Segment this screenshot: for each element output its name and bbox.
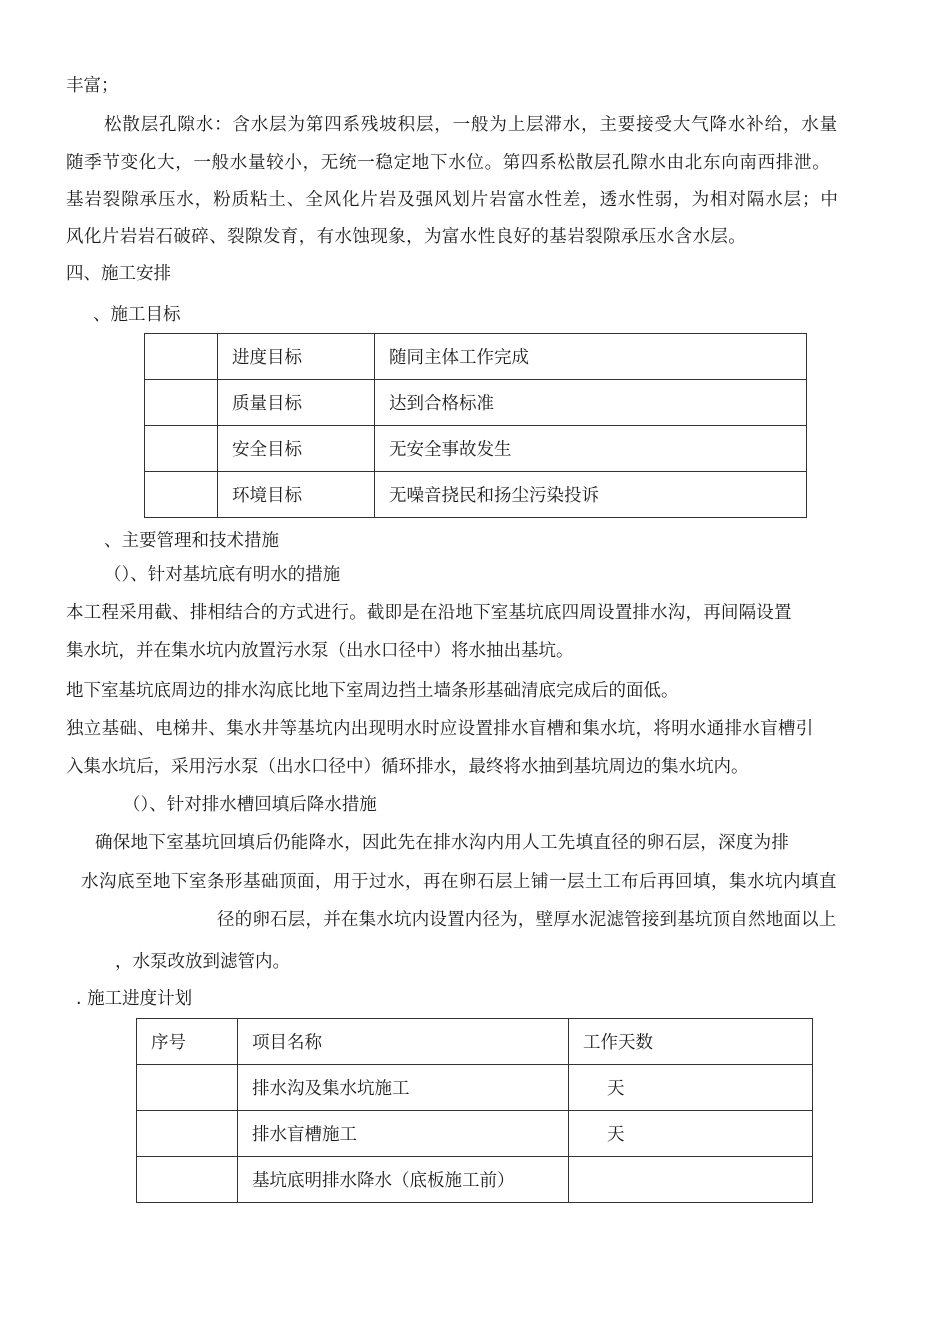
table-row [145, 472, 807, 518]
para-line: 松散层孔隙水：含水层为第四系残坡积层，一般为上层滞水，主要接受大气降水补给，水量 [104, 115, 838, 135]
table-cell [137, 1157, 238, 1203]
subsection-heading: . 施工进度计划 [76, 989, 193, 1009]
table-cell: 安全目标 [218, 426, 375, 472]
table-header: 工作天数 [569, 1019, 813, 1065]
para-line: 入集水坑后，采用污水泵（出水口径中）循环排水，最终将水抽到基坑周边的集水坑内。 [66, 757, 749, 777]
table-cell: 基坑底明排水降水（底板施工前） [238, 1157, 569, 1203]
schedule-table [136, 1018, 813, 1203]
sub-heading: （）、针对排水槽回填后降水措施 [123, 795, 377, 815]
table-cell: 达到合格标准 [375, 380, 807, 426]
para-line: 径的卵石层，并在集水坑内设置内径为，壁厚水泥滤管接到基坑顶自然地面以上 [217, 910, 837, 930]
para-line: 确保地下室基坑回填后仍能降水，因此先在排水沟内用人工先填直径的卵石层，深度为排 [95, 833, 790, 853]
subsection-heading: 、主要管理和技术措施 [104, 531, 279, 551]
table-cell [145, 334, 218, 380]
table-row [137, 1065, 813, 1111]
table-header: 序号 [137, 1019, 238, 1065]
goals-table [144, 333, 807, 518]
table-cell: 排水盲槽施工 [238, 1111, 569, 1157]
para-line: 本工程采用截、排相结合的方式进行。截即是在沿地下室基坑底四周设置排水沟，再间隔设置 [66, 603, 792, 623]
table-cell [137, 1065, 238, 1111]
table-cell [145, 472, 218, 518]
table-row [137, 1111, 813, 1157]
subsection-heading: 、施工目标 [93, 305, 181, 325]
table-cell: 天 [569, 1111, 813, 1157]
table-cell: 排水沟及集水坑施工 [238, 1065, 569, 1111]
para-line: 地下室基坑底周边的排水沟底比地下室周边挡土墙条形基础清底完成后的面低。 [66, 681, 679, 701]
sub-heading: （）、针对基坑底有明水的措施 [104, 565, 341, 585]
table-cell [145, 426, 218, 472]
table-cell: 无安全事故发生 [375, 426, 807, 472]
table-cell: 进度目标 [218, 334, 375, 380]
para-line: ，水泵改放到滤管内。 [115, 952, 290, 972]
table-cell: 环境目标 [218, 472, 375, 518]
table-row [145, 380, 807, 426]
table-row [145, 334, 807, 380]
table-row [145, 426, 807, 472]
para-line: 风化片岩岩石破碎、裂隙发育，有水蚀现象，为富水性良好的基岩裂隙承压水含水层。 [66, 227, 747, 247]
table-row [137, 1157, 813, 1203]
table-cell: 随同主体工作完成 [375, 334, 807, 380]
para-line: 丰富； [66, 76, 119, 96]
table-cell [569, 1157, 813, 1203]
table-cell: 天 [569, 1065, 813, 1111]
para-line: 独立基础、电梯井、集水井等基坑内出现明水时应设置排水盲槽和集水坑，将明水通排水盲槽引 [66, 719, 814, 739]
table-cell: 质量目标 [218, 380, 375, 426]
table-header: 项目名称 [238, 1019, 569, 1065]
para-line: 基岩裂隙承压水，粉质粘土、全风化片岩及强风划片岩富水性差，透水性弱，为相对隔水层；中 [66, 190, 839, 210]
table-cell: 无噪音挠民和扬尘污染投诉 [375, 472, 807, 518]
para-line: 集水坑，并在集水坑内放置污水泵（出水口径中）将水抽出基坑。 [66, 641, 574, 661]
para-line: 随季节变化大，一般水量较小，无统一稳定地下水位。第四系松散层孔隙水由北东向南西排泄。 [66, 153, 831, 173]
para-line: 水沟底至地下室条形基础顶面，用于过水，再在卵石层上铺一层土工布后再回填，集水坑内填直 [81, 872, 837, 892]
section-heading: 四、施工安排 [66, 264, 171, 284]
table-cell [145, 380, 218, 426]
table-cell [137, 1111, 238, 1157]
table-row [137, 1019, 813, 1065]
